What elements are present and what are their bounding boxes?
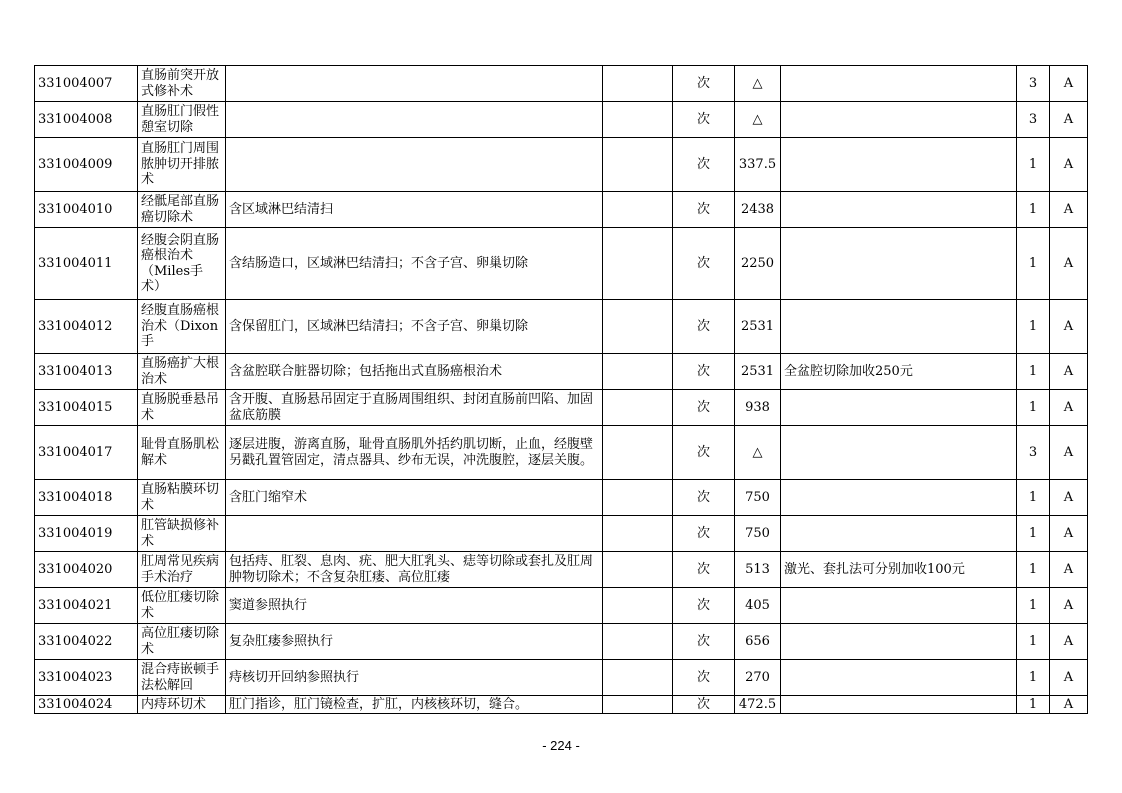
cell-content: [226, 102, 603, 138]
cell-unit: 次: [673, 552, 735, 588]
cell-level: 1: [1017, 138, 1050, 192]
cell-note: [781, 624, 1017, 660]
cell-code: 331004017: [35, 426, 138, 480]
cell-price: 513: [735, 552, 781, 588]
cell-price: 2438: [735, 192, 781, 228]
cell-level: 1: [1017, 228, 1050, 300]
cell-excl: [603, 354, 673, 390]
cell-code: 331004018: [35, 480, 138, 516]
cell-unit: 次: [673, 66, 735, 102]
cell-code: 331004023: [35, 660, 138, 696]
cell-unit: 次: [673, 102, 735, 138]
cell-level: 1: [1017, 516, 1050, 552]
cell-unit: 次: [673, 696, 735, 714]
cell-note: 全盆腔切除加收250元: [781, 354, 1017, 390]
cell-excl: [603, 588, 673, 624]
cell-name: 直肠癌扩大根治术: [138, 354, 226, 390]
cell-price: 472.5: [735, 696, 781, 714]
cell-name: 经骶尾部直肠癌切除术: [138, 192, 226, 228]
cell-content: [226, 138, 603, 192]
table-row: [35, 192, 1088, 228]
cell-price: △: [735, 426, 781, 480]
cell-price: 750: [735, 480, 781, 516]
cell-content: 含肛门缩窄术: [226, 480, 603, 516]
cell-unit: 次: [673, 354, 735, 390]
cell-code: 331004020: [35, 552, 138, 588]
cell-name: 直肠肛门假性憩室切除: [138, 102, 226, 138]
cell-code: 331004011: [35, 228, 138, 300]
cell-unit: 次: [673, 660, 735, 696]
cell-excl: [603, 138, 673, 192]
cell-excl: [603, 480, 673, 516]
cell-excl: [603, 66, 673, 102]
cell-content: 肛门指诊，肛门镜检查，扩肛，内核核环切，缝合。: [226, 696, 603, 714]
cell-excl: [603, 300, 673, 354]
cell-unit: 次: [673, 588, 735, 624]
cell-unit: 次: [673, 228, 735, 300]
table-row: [35, 66, 1088, 102]
cell-level: 1: [1017, 192, 1050, 228]
cell-cat: A: [1050, 138, 1088, 192]
cell-code: 331004010: [35, 192, 138, 228]
cell-price: 270: [735, 660, 781, 696]
table-row: [35, 552, 1088, 588]
cell-price: △: [735, 102, 781, 138]
cell-content: 含区域淋巴结清扫: [226, 192, 603, 228]
cell-excl: [603, 516, 673, 552]
cell-note: 激光、套扎法可分别加收100元: [781, 552, 1017, 588]
cell-cat: A: [1050, 192, 1088, 228]
cell-name: 直肠粘膜环切术: [138, 480, 226, 516]
cell-name: 经腹会阴直肠癌根治术（Miles手术）: [138, 228, 226, 300]
cell-name: 高位肛瘘切除术: [138, 624, 226, 660]
cell-level: 3: [1017, 66, 1050, 102]
cell-name: 肛管缺损修补术: [138, 516, 226, 552]
cell-cat: A: [1050, 516, 1088, 552]
cell-level: 1: [1017, 696, 1050, 714]
cell-level: 1: [1017, 624, 1050, 660]
cell-content: 痔核切开回纳参照执行: [226, 660, 603, 696]
cell-name: 肛周常见疾病手术治疗: [138, 552, 226, 588]
cell-cat: A: [1050, 390, 1088, 426]
cell-content: 含盆腔联合脏器切除；包括拖出式直肠癌根治术: [226, 354, 603, 390]
cell-level: 1: [1017, 300, 1050, 354]
cell-cat: A: [1050, 228, 1088, 300]
cell-name: 低位肛瘘切除术: [138, 588, 226, 624]
cell-level: 1: [1017, 660, 1050, 696]
cell-code: 331004007: [35, 66, 138, 102]
cell-level: 1: [1017, 354, 1050, 390]
cell-cat: A: [1050, 588, 1088, 624]
table-row: [35, 300, 1088, 354]
table-row: [35, 624, 1088, 660]
cell-level: 1: [1017, 552, 1050, 588]
cell-level: 1: [1017, 390, 1050, 426]
table-row: [35, 696, 1088, 714]
cell-cat: A: [1050, 300, 1088, 354]
cell-price: 2531: [735, 354, 781, 390]
cell-name: 混合痔嵌顿手法松解回: [138, 660, 226, 696]
table-row: [35, 426, 1088, 480]
cell-note: [781, 192, 1017, 228]
cell-cat: A: [1050, 624, 1088, 660]
cell-cat: A: [1050, 480, 1088, 516]
cell-note: [781, 300, 1017, 354]
cell-note: [781, 102, 1017, 138]
table-row: [35, 588, 1088, 624]
cell-level: 3: [1017, 426, 1050, 480]
cell-excl: [603, 552, 673, 588]
cell-excl: [603, 192, 673, 228]
cell-name: 直肠前突开放式修补术: [138, 66, 226, 102]
cell-name: 直肠脱垂悬吊术: [138, 390, 226, 426]
cell-cat: A: [1050, 354, 1088, 390]
table-row: [35, 354, 1088, 390]
cell-note: [781, 660, 1017, 696]
cell-excl: [603, 228, 673, 300]
cell-code: 331004012: [35, 300, 138, 354]
cell-level: 1: [1017, 588, 1050, 624]
cell-code: 331004008: [35, 102, 138, 138]
cell-cat: A: [1050, 552, 1088, 588]
cell-content: 含开腹、直肠悬吊固定于直肠周围组织、封闭直肠前凹陷、加固盆底筋膜: [226, 390, 603, 426]
cell-note: [781, 138, 1017, 192]
cell-unit: 次: [673, 426, 735, 480]
cell-unit: 次: [673, 390, 735, 426]
cell-unit: 次: [673, 480, 735, 516]
cell-unit: 次: [673, 624, 735, 660]
cell-content: 含保留肛门，区域淋巴结清扫；不含子宫、卵巢切除: [226, 300, 603, 354]
cell-content: [226, 66, 603, 102]
cell-unit: 次: [673, 516, 735, 552]
cell-excl: [603, 390, 673, 426]
cell-code: 331004024: [35, 696, 138, 714]
table-row: [35, 228, 1088, 300]
cell-price: 2531: [735, 300, 781, 354]
cell-level: 1: [1017, 480, 1050, 516]
cell-unit: 次: [673, 300, 735, 354]
table-row: [35, 102, 1088, 138]
fee-table: [34, 65, 1088, 714]
cell-cat: A: [1050, 102, 1088, 138]
cell-excl: [603, 696, 673, 714]
cell-content: 复杂肛瘘参照执行: [226, 624, 603, 660]
cell-note: [781, 426, 1017, 480]
cell-code: 331004019: [35, 516, 138, 552]
table-row: [35, 390, 1088, 426]
cell-content: [226, 516, 603, 552]
cell-code: 331004013: [35, 354, 138, 390]
table-row: [35, 138, 1088, 192]
cell-code: 331004021: [35, 588, 138, 624]
cell-content: 逐层进腹，游离直肠，耻骨直肠肌外括约肌切断，止血，经腹壁另戳孔置管固定，清点器具、纱布无误，冲洗腹腔，逐层关腹。: [226, 426, 603, 480]
cell-name: 耻骨直肠肌松解术: [138, 426, 226, 480]
cell-cat: A: [1050, 696, 1088, 714]
cell-price: 2250: [735, 228, 781, 300]
cell-note: [781, 390, 1017, 426]
cell-content: 包括痔、肛裂、息肉、疣、肥大肛乳头、痣等切除或套扎及肛周肿物切除术；不含复杂肛瘘、高位肛瘘: [226, 552, 603, 588]
cell-note: [781, 66, 1017, 102]
cell-cat: A: [1050, 426, 1088, 480]
table-row: [35, 516, 1088, 552]
cell-note: [781, 516, 1017, 552]
cell-name: 经腹直肠癌根治术（Dixon手: [138, 300, 226, 354]
cell-cat: A: [1050, 66, 1088, 102]
cell-cat: A: [1050, 660, 1088, 696]
cell-price: 405: [735, 588, 781, 624]
cell-code: 331004009: [35, 138, 138, 192]
table-row: [35, 660, 1088, 696]
cell-content: 含结肠造口，区域淋巴结清扫；不含子宫、卵巢切除: [226, 228, 603, 300]
cell-excl: [603, 660, 673, 696]
cell-note: [781, 588, 1017, 624]
cell-price: 656: [735, 624, 781, 660]
table-row: [35, 480, 1088, 516]
cell-price: 750: [735, 516, 781, 552]
cell-price: △: [735, 66, 781, 102]
cell-content: 窦道参照执行: [226, 588, 603, 624]
cell-unit: 次: [673, 138, 735, 192]
cell-note: [781, 228, 1017, 300]
cell-unit: 次: [673, 192, 735, 228]
cell-note: [781, 696, 1017, 714]
cell-excl: [603, 624, 673, 660]
cell-excl: [603, 426, 673, 480]
cell-price: 938: [735, 390, 781, 426]
cell-name: 直肠肛门周围脓肿切开排脓术: [138, 138, 226, 192]
cell-name: 内痔环切术: [138, 696, 226, 714]
cell-excl: [603, 102, 673, 138]
cell-level: 3: [1017, 102, 1050, 138]
cell-note: [781, 480, 1017, 516]
cell-code: 331004022: [35, 624, 138, 660]
cell-price: 337.5: [735, 138, 781, 192]
cell-code: 331004015: [35, 390, 138, 426]
page-number: - 224 -: [542, 738, 580, 753]
